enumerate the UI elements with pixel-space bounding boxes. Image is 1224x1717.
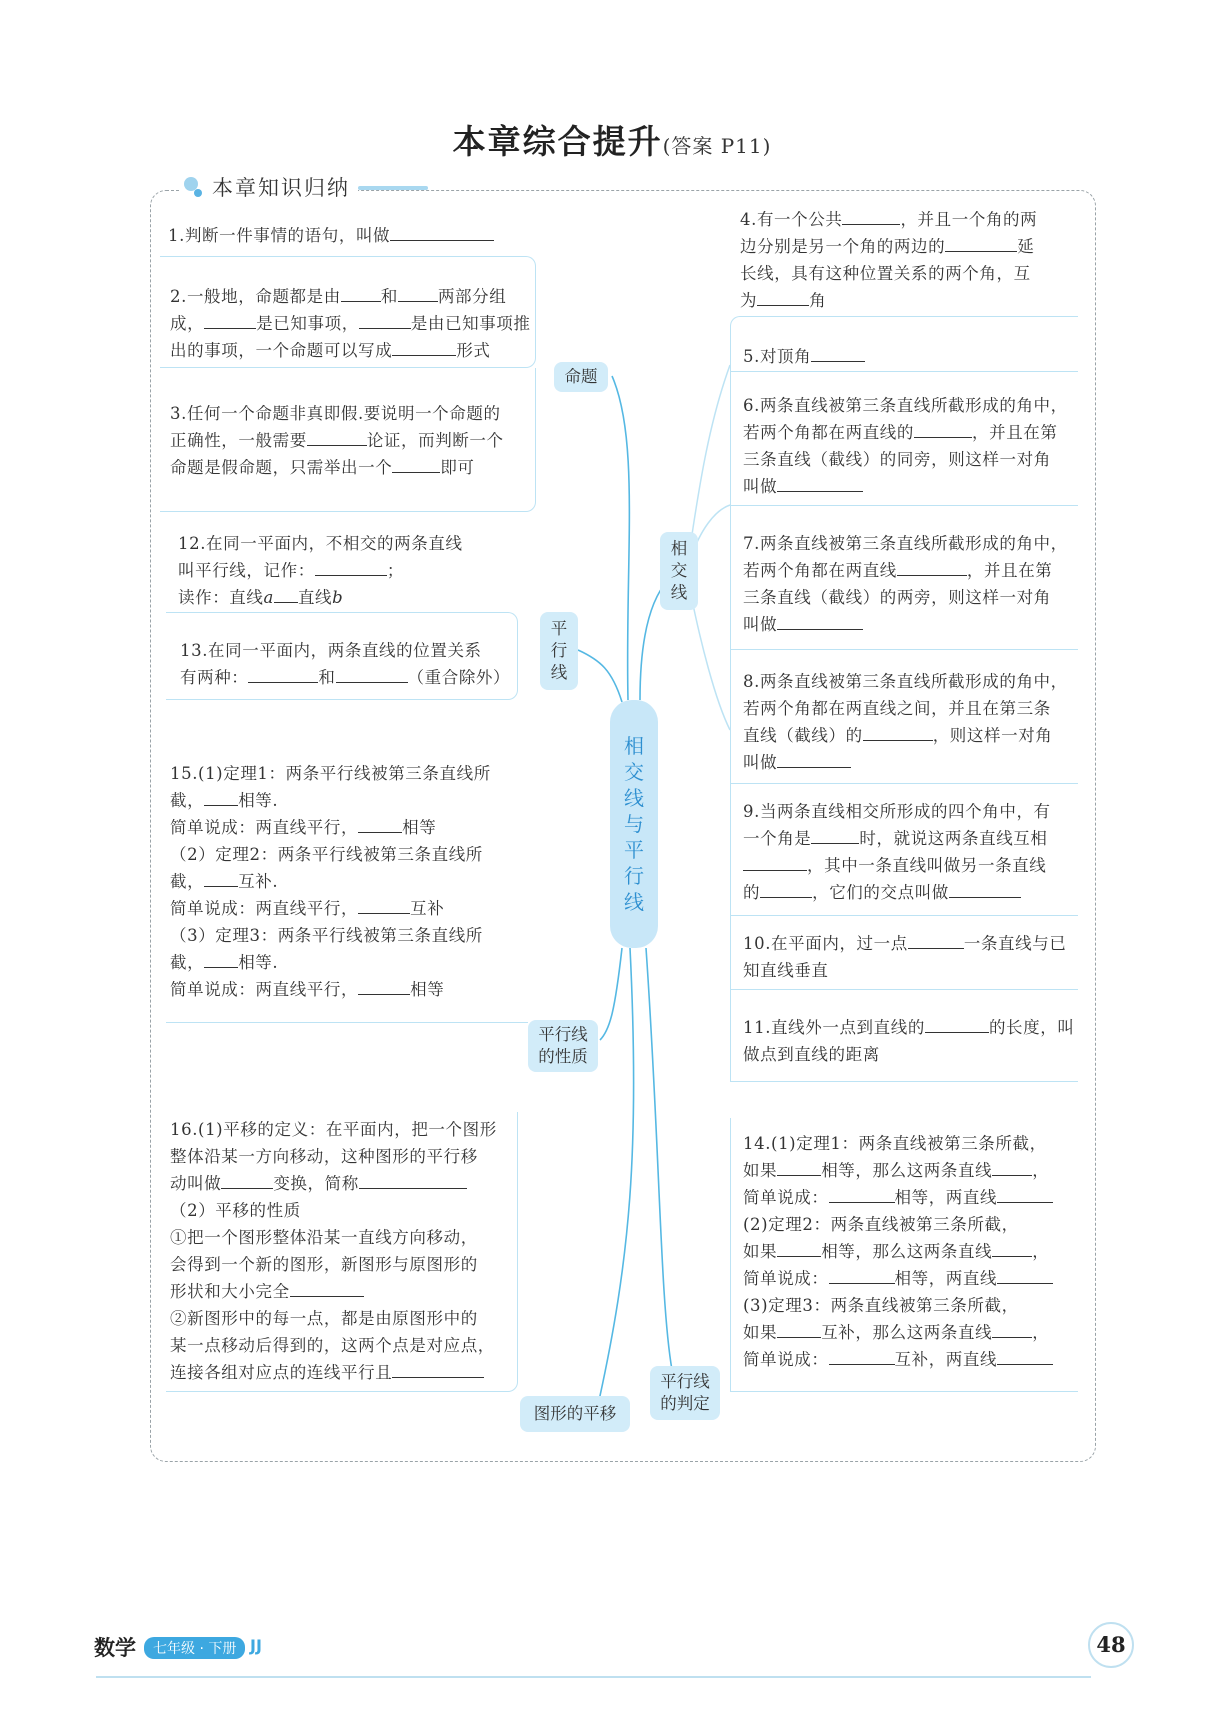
- page-number: 48: [1088, 1622, 1134, 1668]
- item-8: 8.两条直线被第三条直线所截形成的角中， 若两个角都在两直线之间，并且在第三条 直线（截线）的 ，则这样一对角 叫做: [730, 650, 1078, 784]
- footer-grade-badge: 七年级 · 下册: [144, 1637, 245, 1659]
- node-proposition[interactable]: 命题: [554, 362, 608, 392]
- item-10: 10.在平面内，过一点 一条直线与已 知直线垂直: [730, 916, 1078, 990]
- blank[interactable]: [390, 222, 494, 241]
- node-intersecting-lines[interactable]: 相交线: [660, 532, 698, 610]
- divider: [166, 1022, 528, 1023]
- item-6: 6.两条直线被第三条直线所截形成的角中， 若两个角都在两直线的 ，并且在第 三条直线（截线）的同旁，则这样一对角 叫做: [730, 372, 1078, 506]
- node-parallel-lines[interactable]: 平行线: [540, 612, 578, 690]
- title-main: 本章综合提升: [452, 122, 663, 161]
- item-13: 13.在同一平面内，两条直线的位置关系 有两种： 和 （重合除外）: [166, 612, 518, 700]
- item-16: 16.(1)平移的定义：在平面内，把一个图形 整体沿某一方向移动，这种图形的平行移 动叫做 变换，简称 （2）平移的性质 ①把一个图形整体沿某一直线方向移动， 会得到一个新的图形，新图形与原图形的 形状和大小完全 ②新图形中的每一点，都是由原图形中的 某一点移动后得到的，这两个点是对应点， 连接各组对应点的连线平行且: [166, 1112, 518, 1392]
- item-4: 4.有一个公共 ，并且一个角的两 边分别是另一个角的两边的 延 长线，具有这种位置关系的两个角，互 为 角: [740, 206, 1080, 314]
- footer-subject: 数学: [94, 1636, 136, 1660]
- footer-divider: [96, 1676, 1091, 1678]
- item-5: 5.对顶角: [730, 316, 1078, 372]
- item-11: 11.直线外一点到直线的 的长度，叫 做点到直线的距离: [730, 990, 1078, 1082]
- node-translation[interactable]: 图形的平移: [520, 1396, 630, 1432]
- item-2: 2.一般地，命题都是由 和 两部分组 成， 是已知事项， 是由已知事项推 出的事项，一个命题可以写成 形式: [160, 256, 536, 368]
- section-heading-text: 本章知识归纳: [212, 176, 350, 200]
- item-9: 9.当两条直线相交所形成的四个角中，有 一个角是 时，就说这两条直线互相 ，其中一条直线叫做另一条直线 的 ，它们的交点叫做: [730, 784, 1078, 916]
- item-1: 1.判断一件事情的语句，叫做: [168, 222, 528, 249]
- answer-reference: (答案 P11): [662, 134, 772, 158]
- node-parallel-properties[interactable]: 平行线的性质: [528, 1020, 598, 1072]
- node-parallel-criteria[interactable]: 平行线的判定: [650, 1366, 720, 1420]
- center-topic[interactable]: 相交线与平行线: [610, 700, 658, 948]
- item-15: 15.(1)定理1：两条平行线被第三条直线所 截， 相等. 简单说成：两直线平行， 相等 （2）定理2：两条平行线被第三条直线所 截， 互补. 简单说成：两直线平行， 互补 （3）定理3：两条平行线被第三条直线所 截， 相等. 简单说成：两直线平行， 相等: [170, 764, 491, 999]
- item-7: 7.两条直线被第三条直线所截形成的角中， 若两个角都在两直线 ，并且在第 三条直线（截线）的两旁，则这样一对角 叫做: [730, 506, 1078, 650]
- item-12: 12.在同一平面内，不相交的两条直线 叫平行线，记作： ； 读作：直线a 直线b: [178, 534, 463, 607]
- item-14: 14.(1)定理1：两条直线被第三条所截， 如果 相等，那么这两条直线 ， 简单说成： 相等，两直线 (2)定理2：两条直线被第三条所截， 如果 相等，那么这两条直线 ， 简单说成： 相等，两直线 (3)定理3：两条直线被第三条所截， 如果 互补，那么这两条直线 ， 简单说成： 互补，两直线: [730, 1118, 1078, 1392]
- footer-edition: JJ: [250, 1636, 262, 1655]
- item-3: 3.任何一个命题非真即假.要说明一个命题的 正确性，一般需要 论证，而判断一个 命题是假命题，只需举出一个 即可: [160, 368, 536, 512]
